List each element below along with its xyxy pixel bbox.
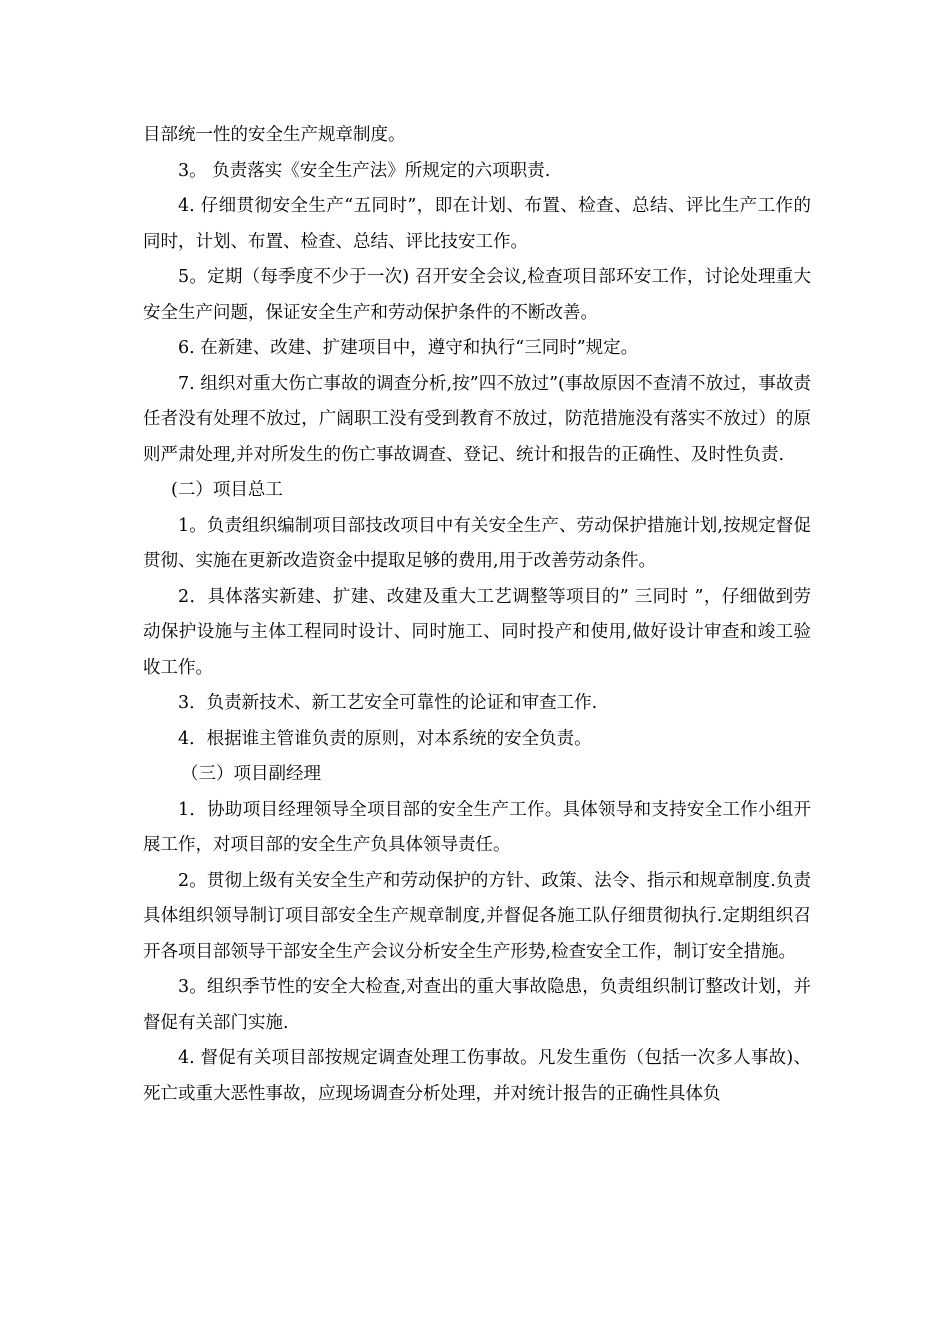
paragraph: 目部统一性的安全生产规章制度。 (143, 125, 406, 145)
paragraph: 1。负责组织编制项目部技改项目中有关安全生产、劳动保护措施计划,按规定督促贯彻、实施在更新改造资金中提取足够的费用,用于改善劳动条件。 (143, 515, 811, 571)
paragraph: 1．协助项目经理领导全项目部的安全生产工作。具体领导和支持安全工作小组开展工作，对项目部的安全生产负具体领导责任。 (143, 799, 811, 855)
section-heading: （三）项目副经理 (181, 764, 321, 784)
paragraph: 4．根据谁主管谁负责的原则，对本系统的安全负责。 (178, 728, 592, 749)
paragraph: 5。定期（每季度不少于一次) 召开安全会议,检查项目部环安工作，讨论处理重大安全生产问题，保证安全生产和劳动保护条件的不断改善。 (143, 267, 811, 323)
paragraph: 6. 在新建、改建、扩建项目中，遵守和执行“三同时”规定。 (178, 338, 639, 358)
section-heading: (二）项目总工 (171, 480, 283, 500)
paragraph: 3。组织季节性的安全大检查,对查出的重大事故隐患，负责组织制订整改计划，并督促有关部门实施. (143, 977, 811, 1033)
paragraph: 3．负责新技术、新工艺安全可靠性的论证和审查工作. (178, 693, 598, 713)
paragraph: 7. 组织对重大伤亡事故的调查分析,按”四不放过”(事故原因不查清不放过，事故责任者没有处理不放过，广阔职工没有受到教育不放过，防范措施没有落实不放过）的原则严肃处理,并对所发生的伤亡事故调查、登记、统计和报告的正确性、及时性负责. (143, 373, 811, 465)
paragraph: 2．具体落实新建、扩建、改建及重大工艺调整等项目的” 三同时 ”，仔细做到劳动保护设施与主体工程同时设计、同时施工、同时投产和使用,做好设计审查和竣工验收工作。 (143, 586, 811, 678)
paragraph: 4. 督促有关项目部按规定调查处理工伤事故。凡发生重伤（包括一次多人事故)、死亡或重大恶性事故，应现场调查分析处理，并对统计报告的正确性具体负 (143, 1048, 811, 1104)
paragraph: 2。贯彻上级有关安全生产和劳动保护的方针、政策、法令、指示和规章制度.负责具体组织领导制订项目部安全生产规章制度,并督促各施工队仔细贯彻执行.定期组织召开各项目部领导干部安全生产会议分析安全生产形势,检查安全工作，制订安全措施。 (143, 870, 811, 962)
document-body (143, 118, 811, 1112)
paragraph: 4. 仔细贯彻安全生产“五同时”，即在计划、布置、检查、总结、评比生产工作的同时，计划、布置、检查、总结、评比技安工作。 (143, 196, 811, 252)
paragraph: 3。 负责落实《安全生产法》所规定的六项职责. (178, 160, 551, 181)
